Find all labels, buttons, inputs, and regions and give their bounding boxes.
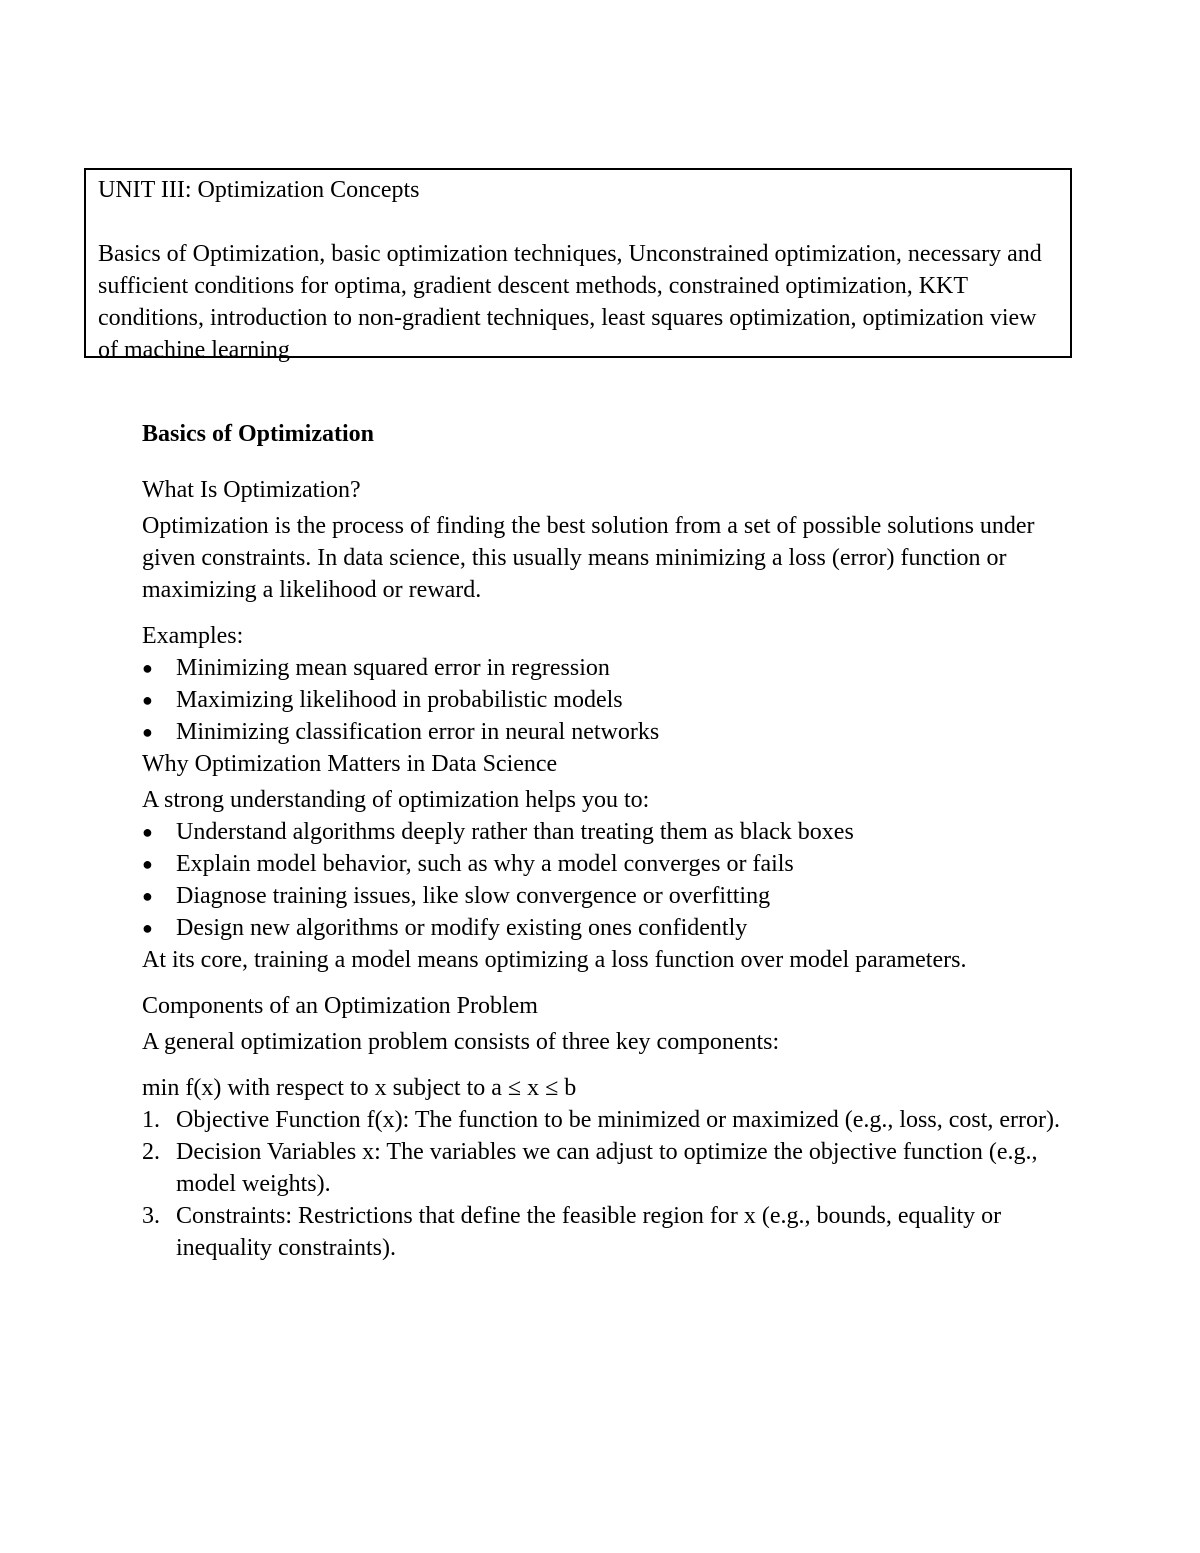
main-content [142, 418, 1072, 1264]
list-item-text: Understand algorithms deeply rather than treating them as black boxes [176, 819, 854, 845]
subheading-what-is-optimization: What Is Optimization? [142, 477, 361, 503]
list-item [142, 684, 1072, 716]
why-list [142, 816, 1072, 944]
bullet-icon: ● [142, 886, 153, 906]
bullet-icon: ● [142, 918, 153, 938]
list-number: 3. [142, 1203, 160, 1229]
list-item-text: Minimizing mean squared error in regression [176, 655, 610, 681]
paragraph-definition: Optimization is the process of finding the best solution from a set of possible solutions under given constraints. In data science, this usually means minimizing a loss (error) function or maximizing a likelihood or reward. [142, 513, 1035, 603]
list-item-text: Minimizing classification error in neural networks [176, 719, 660, 745]
subheading-components: Components of an Optimization Problem [142, 993, 538, 1019]
list-item [142, 716, 1072, 748]
bullet-icon: ● [142, 722, 153, 742]
components-intro: A general optimization problem consists of three key components: [142, 1029, 780, 1055]
list-item [142, 912, 1072, 944]
examples-label: Examples: [142, 623, 244, 649]
list-item-text: Diagnose training issues, like slow convergence or overfitting [176, 883, 771, 909]
list-item [142, 1200, 1072, 1264]
list-item [142, 816, 1072, 848]
list-item-text: Design new algorithms or modify existing ones confidently [176, 915, 748, 941]
list-item [142, 1136, 1072, 1200]
list-item-text: Decision Variables x: The variables we can adjust to optimize the objective function (e.g., model weights). [176, 1139, 1038, 1197]
subheading-why-optimization-matters: Why Optimization Matters in Data Science [142, 751, 558, 777]
bullet-icon: ● [142, 658, 153, 678]
list-item-text: Explain model behavior, such as why a model converges or fails [176, 851, 794, 877]
list-item [142, 880, 1072, 912]
paragraph-core: At its core, training a model means optimizing a loss function over model parameters. [142, 947, 967, 973]
components-list [142, 1104, 1072, 1264]
formula: min f(x) with respect to x subject to a ≤ x ≤ b [142, 1075, 577, 1101]
bullet-icon: ● [142, 690, 153, 710]
list-item-text: Objective Function f(x): The function to be minimized or maximized (e.g., loss, cost, error). [176, 1107, 1060, 1133]
bullet-icon: ● [142, 822, 153, 842]
list-item [142, 1104, 1072, 1136]
list-number: 2. [142, 1139, 160, 1165]
unit-summary-box [84, 168, 1072, 363]
examples-list [142, 652, 1072, 748]
unit-title: UNIT III: Optimization Concepts [98, 177, 420, 203]
list-number: 1. [142, 1107, 160, 1133]
list-item-text: Maximizing likelihood in probabilistic models [176, 687, 623, 713]
why-intro: A strong understanding of optimization helps you to: [142, 787, 650, 813]
list-item-text: Constraints: Restrictions that define the feasible region for x (e.g., bounds, equality or inequality constraints). [176, 1203, 1002, 1261]
list-item [142, 848, 1072, 880]
bullet-icon: ● [142, 854, 153, 874]
unit-syllabus: Basics of Optimization, basic optimization techniques, Unconstrained optimization, necessary and sufficient conditions for optima, gradient descent methods, constrained optimization, KKT conditions, introduction to non-gradient techniques, least squares optimization, optimization view of machine learning [98, 241, 1042, 363]
section-heading-basics: Basics of Optimization [142, 421, 374, 447]
list-item [142, 652, 1072, 684]
